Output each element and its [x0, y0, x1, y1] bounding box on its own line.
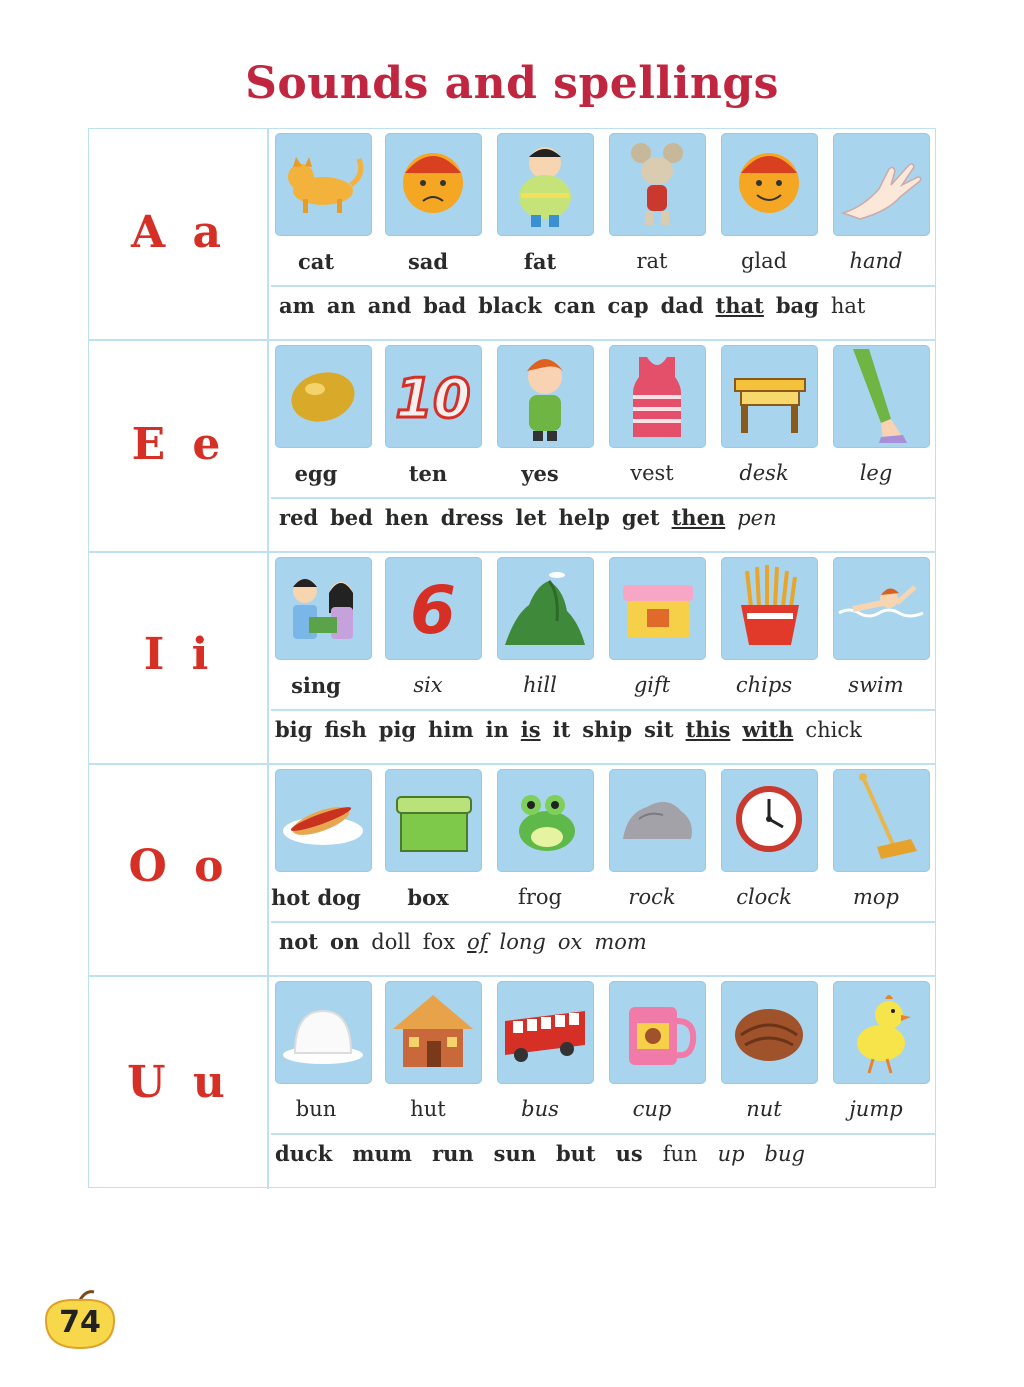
swimmer-icon [833, 557, 930, 660]
cat-icon [275, 133, 372, 236]
word: fun [662, 1142, 698, 1166]
word: this [685, 717, 731, 742]
picture-strip [271, 133, 935, 243]
glad-face-icon [721, 133, 818, 236]
word: then [671, 505, 726, 530]
word: on [329, 929, 360, 954]
word: mom [594, 930, 647, 954]
picture-caption: chips [735, 673, 793, 697]
bun-icon [275, 981, 372, 1084]
word: long [499, 930, 546, 954]
cup-icon [609, 981, 706, 1084]
word: dad [660, 293, 704, 318]
picture-caption: gift [633, 673, 671, 697]
word: is [520, 717, 541, 742]
letter-cell [89, 765, 269, 975]
word: of [467, 930, 488, 954]
section-i [89, 553, 935, 765]
word: chick [805, 718, 862, 742]
picture-caption: hot dog [271, 885, 361, 910]
word: black [478, 293, 542, 318]
word: bad [423, 293, 467, 318]
picture-caption: frog [518, 885, 562, 909]
clock-icon [721, 769, 818, 872]
fat-boy-icon [497, 133, 594, 236]
word: help [558, 505, 610, 530]
word: him [428, 717, 474, 742]
word: fox [422, 930, 456, 954]
word-list [275, 1141, 925, 1181]
word-list [275, 717, 925, 757]
word: can [553, 293, 596, 318]
picture-caption: vest [630, 461, 674, 485]
gift-box-icon [609, 557, 706, 660]
picture-caption: cup [632, 1097, 672, 1121]
letter-cell [89, 129, 269, 339]
sad-face-icon [385, 133, 482, 236]
number-six-icon [385, 557, 482, 660]
word: fish [324, 717, 367, 742]
word: ship [582, 717, 633, 742]
picture-caption: box [407, 885, 449, 910]
word: get [621, 505, 660, 530]
chips-icon [721, 557, 818, 660]
rat-icon [609, 133, 706, 236]
picture-strip [271, 557, 935, 667]
word: us [615, 1141, 643, 1166]
desk-icon [721, 345, 818, 448]
picture-caption: bun [295, 1097, 337, 1121]
word: run [432, 1141, 474, 1166]
word-list [279, 293, 929, 333]
picture-caption: sad [407, 249, 449, 274]
word: hen [384, 505, 429, 530]
caption-strip [271, 455, 935, 499]
word: cap [607, 293, 649, 318]
word: duck [275, 1141, 333, 1166]
picture-caption: fat [523, 249, 557, 274]
bus-icon [497, 981, 594, 1084]
word-list [279, 505, 929, 545]
letter-cell [89, 553, 269, 763]
section-a [89, 129, 935, 341]
picture-caption: nut [746, 1097, 782, 1121]
picture-caption: swim [848, 673, 904, 697]
word: bug [764, 1142, 805, 1166]
word: am [279, 293, 315, 318]
word: pen [737, 506, 777, 530]
section-letter: A a [131, 207, 227, 258]
picture-caption: bus [521, 1097, 559, 1121]
word: big [275, 717, 313, 742]
word: in [485, 717, 509, 742]
word: an [326, 293, 356, 318]
word: mum [352, 1141, 413, 1166]
svg-text:6: 6 [410, 572, 456, 649]
word: with [742, 717, 794, 742]
picture-caption: hand [849, 249, 903, 273]
word: up [717, 1142, 745, 1166]
chick-jump-icon [833, 981, 930, 1084]
sounds-table [88, 128, 936, 1188]
picture-caption: rat [636, 249, 668, 273]
picture-strip [271, 981, 935, 1091]
letter-cell [89, 341, 269, 551]
word: pig [378, 717, 417, 742]
word: it [552, 717, 571, 742]
letter-cell [89, 977, 269, 1189]
picture-caption: desk [739, 461, 789, 485]
word: hat [830, 294, 866, 318]
picture-caption: jump [849, 1097, 903, 1121]
mop-icon [833, 769, 930, 872]
nut-icon [721, 981, 818, 1084]
section-letter: I i [143, 629, 215, 680]
word: bag [775, 293, 819, 318]
section-letter: E e [131, 419, 227, 470]
singing-kids-icon [275, 557, 372, 660]
word-list [279, 929, 929, 969]
picture-caption: yes [521, 461, 559, 486]
caption-strip [271, 667, 935, 711]
number-ten-icon [385, 345, 482, 448]
section-u [89, 977, 935, 1189]
picture-caption: sing [291, 673, 341, 698]
word: doll [371, 930, 411, 954]
caption-strip [271, 1091, 935, 1135]
picture-caption: hill [523, 673, 557, 697]
hot-dog-icon [275, 769, 372, 872]
hill-icon [497, 557, 594, 660]
page-title: Sounds and spellings [245, 58, 779, 109]
frog-icon [497, 769, 594, 872]
vest-icon [609, 345, 706, 448]
word: let [515, 505, 547, 530]
section-o [89, 765, 935, 977]
word: red [279, 505, 319, 530]
picture-caption: leg [859, 461, 893, 485]
egg-icon [275, 345, 372, 448]
picture-caption: glad [740, 249, 788, 273]
svg-text:10: 10 [395, 367, 471, 430]
rock-icon [609, 769, 706, 872]
section-e [89, 341, 935, 553]
picture-caption: ten [408, 461, 448, 486]
picture-caption: six [413, 673, 443, 697]
word: dress [440, 505, 504, 530]
caption-strip [271, 879, 935, 923]
picture-caption: egg [294, 461, 338, 486]
word: sun [493, 1141, 536, 1166]
word: that [715, 293, 764, 318]
section-letter: U u [127, 1057, 231, 1108]
word: not [279, 929, 318, 954]
leg-icon [833, 345, 930, 448]
hand-icon [833, 133, 930, 236]
picture-caption: rock [628, 885, 676, 909]
word: bed [330, 505, 373, 530]
nodding-boy-icon [497, 345, 594, 448]
box-icon [385, 769, 482, 872]
word: ox [557, 930, 583, 954]
section-letter: O o [128, 841, 230, 892]
picture-strip [271, 769, 935, 879]
picture-caption: hut [410, 1097, 446, 1121]
word: sit [644, 717, 674, 742]
picture-caption: mop [853, 885, 899, 909]
word: but [555, 1141, 596, 1166]
word: and [367, 293, 412, 318]
picture-strip [271, 345, 935, 455]
picture-caption: cat [297, 249, 335, 274]
page-number: 74 [59, 1305, 101, 1340]
hut-icon [385, 981, 482, 1084]
caption-strip [271, 243, 935, 287]
picture-caption: clock [736, 885, 792, 909]
